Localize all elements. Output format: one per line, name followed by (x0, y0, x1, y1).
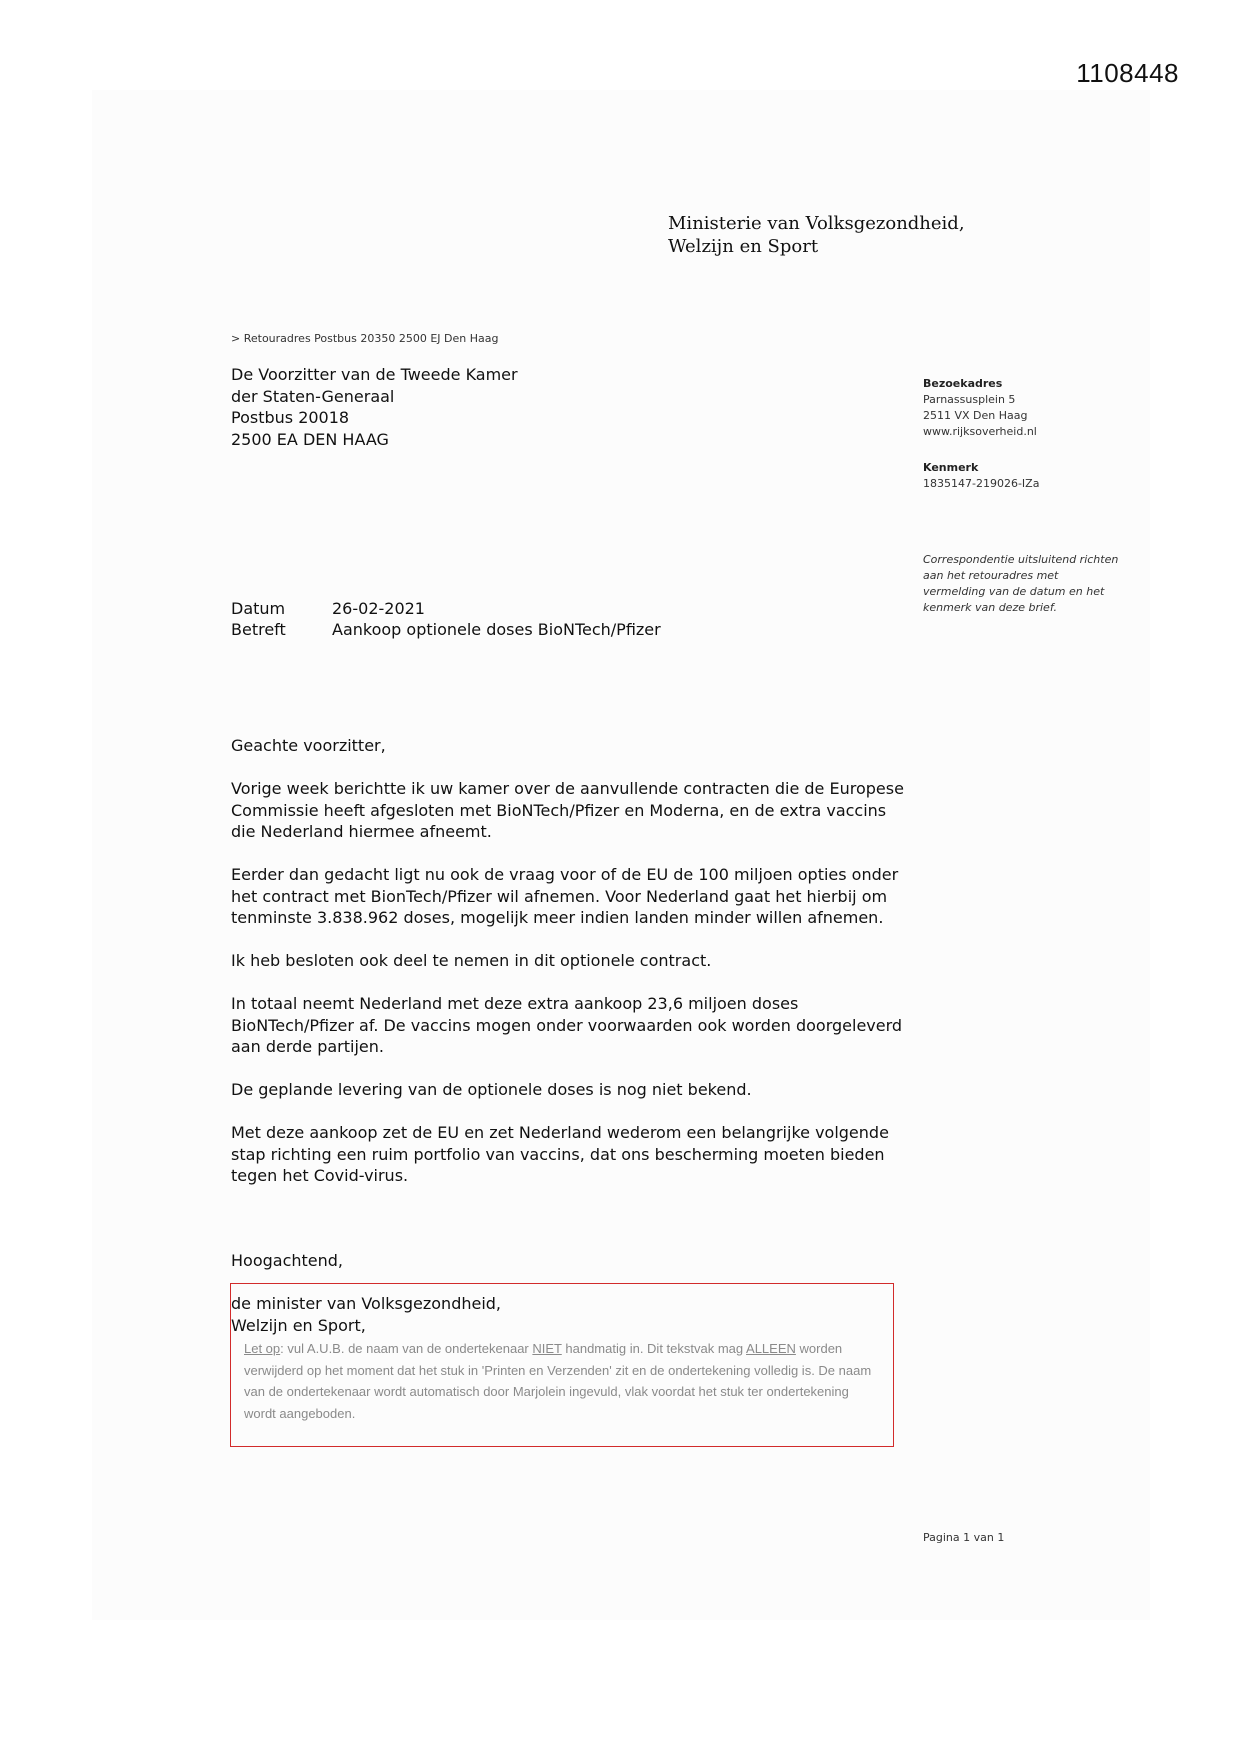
paragraph: Ik heb besloten ook deel te nemen in dit optionele contract. (231, 951, 712, 970)
closing: Hoogachtend, (231, 1251, 344, 1270)
paragraph: In totaal neemt Nederland met deze extra aankoop 23,6 miljoen doses BioNTech/Pfizer af. De vaccins mogen onder voorwaarden ook worden doorgeleverd aan derde partijen. (231, 994, 903, 1056)
reference-label: Kenmerk (923, 461, 979, 474)
recipient-address (231, 364, 518, 450)
ministry-logo-text (668, 212, 965, 258)
return-address: > Retouradres Postbus 20350 2500 EJ Den Haag (231, 332, 499, 345)
subject-value: Aankoop optionele doses BioNTech/Pfizer (332, 620, 661, 639)
paragraph: Vorige week berichtte ik uw kamer over de aanvullende contracten die de Europese Commissie heeft afgesloten met BioNTech/Pfizer en Moderna, en de extra vaccins die Nederland hiermee afneemt. (231, 779, 904, 841)
signature-textbox[interactable] (230, 1283, 894, 1447)
date-label: Datum (231, 599, 286, 618)
date-value: 26-02-2021 (332, 599, 425, 618)
visit-street: Parnassusplein 5 (923, 393, 1016, 406)
visit-address-block (923, 376, 1123, 440)
paragraph: Eerder dan gedacht ligt nu ook de vraag voor of de EU de 100 miljoen opties onder het contract met BionTech/Pfizer wil afnemen. Voor Nederland gaat het hierbij om tenminste 3.838.962 doses, mogelijk meer indien landen minder willen afnemen. (231, 865, 899, 927)
instruction-text: worden verwijderd op het moment dat het stuk in 'Printen en Verzenden' zit en de ondertekening volledig is. De naam van de ondertekenaar wordt automatisch door Marjolein ingevuld, vlak voordat het stuk ter ondertekening wordt aangeboden. (244, 1341, 872, 1421)
subject-label: Betreft (231, 620, 286, 639)
page-number: Pagina 1 van 1 (923, 1531, 1005, 1544)
visit-city: 2511 VX Den Haag (923, 409, 1028, 422)
visit-website: www.rijksoverheid.nl (923, 425, 1037, 438)
ministry-line-1: Ministerie van Volksgezondheid, (668, 213, 965, 234)
subject-row (231, 619, 661, 640)
recipient-line: 2500 EA DEN HAAG (231, 429, 389, 449)
reference-value: 1835147-219026-IZa (923, 477, 1040, 490)
signature-instruction (244, 1338, 884, 1424)
ministry-line-2: Welzijn en Sport (668, 236, 819, 257)
letter-meta (231, 598, 661, 640)
paragraph: De geplande levering van de optionele doses is nog niet bekend. (231, 1080, 752, 1099)
reference-block (923, 460, 1123, 492)
correspondence-note: Correspondentie uitsluitend richten aan het retouradres met vermelding van de datum en het kenmerk van deze brief. (923, 553, 1119, 614)
recipient-line: De Voorzitter van de Tweede Kamer (231, 365, 518, 384)
alleen-emphasis: ALLEEN (746, 1341, 796, 1356)
instruction-text: handmatig in. Dit tekstvak mag (561, 1341, 747, 1356)
visit-address-label: Bezoekadres (923, 377, 1003, 390)
signature-line-2: Welzijn en Sport, (231, 1315, 366, 1335)
letter-body (231, 735, 911, 1208)
sidebar-info (923, 376, 1123, 614)
salutation: Geachte voorzitter, (231, 736, 386, 755)
niet-emphasis: NIET (532, 1341, 562, 1356)
instruction-text: : vul A.U.B. de naam van de ondertekenaar (280, 1341, 533, 1356)
recipient-line: der Staten-Generaal (231, 386, 395, 406)
paragraph: Met deze aankoop zet de EU en zet Nederland wederom een belangrijke volgende stap richting een ruim portfolio van vaccins, dat ons bescherming moeten bieden tegen het Covid-virus. (231, 1123, 889, 1185)
let-op-label: Let op (244, 1341, 281, 1356)
document-number: 1108448 (1076, 58, 1179, 88)
signature-line-1: de minister van Volksgezondheid, (231, 1294, 502, 1313)
recipient-line: Postbus 20018 (231, 408, 350, 427)
date-row (231, 598, 661, 619)
